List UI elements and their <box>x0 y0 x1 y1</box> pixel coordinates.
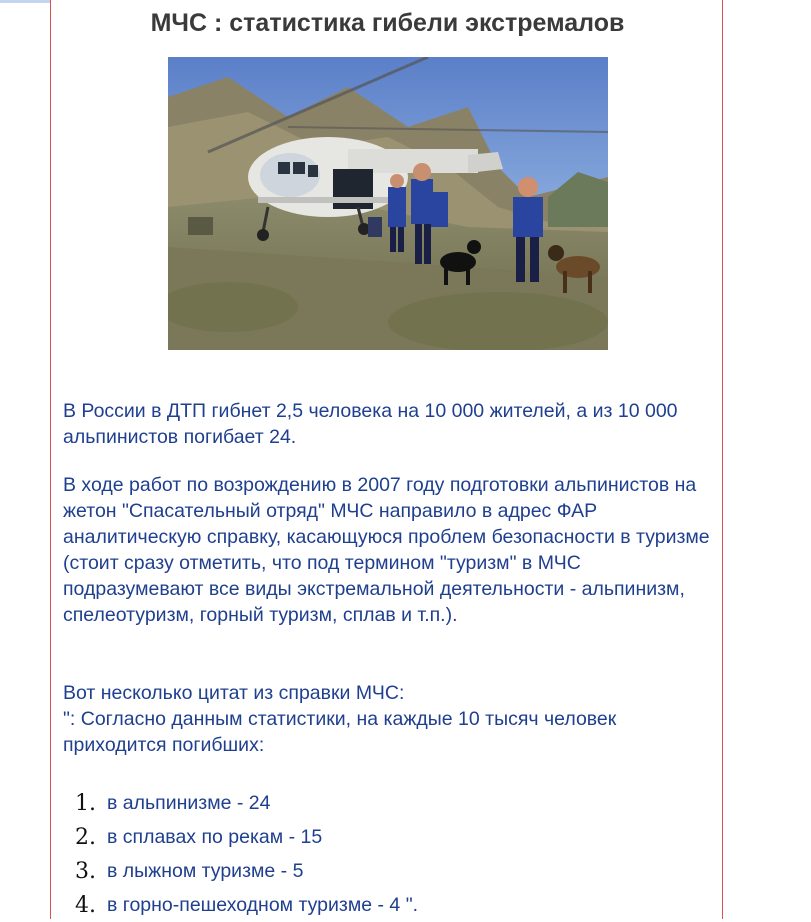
paragraph-mchs-report: В ходе работ по возрождению в 2007 году подготовки альпинистов на жетон "Спасательный отряд" МЧС направило в адрес ФАР аналитическую справку, касающуюся проблем безопасности в туризме (стоит сразу отметить, что под термином "туризм" в МЧС подразумевают все виды экстремальной деятельности - альпинизм, спелеотуризм, горный туризм, сплав и т.п.). <box>63 474 710 626</box>
list-text: в лыжном туризме - 5 <box>107 859 304 882</box>
list-text: в альпинизме - 24 <box>107 791 271 814</box>
list-item <box>75 820 418 854</box>
stats-list <box>75 786 418 922</box>
list-number: 4. <box>75 892 96 918</box>
quote-intro: Вот несколько цитат из справки МЧС: <box>63 682 405 704</box>
article-container <box>50 0 723 919</box>
list-text: в сплавах по рекам - 15 <box>107 825 323 848</box>
quote-block <box>63 680 713 758</box>
list-item <box>75 786 418 820</box>
list-number: 1. <box>75 790 96 816</box>
list-number: 2. <box>75 824 96 850</box>
top-left-bar <box>0 0 50 3</box>
paragraph-road-deaths: В России в ДТП гибнет 2,5 человека на 10 000 жителей, а из 10 000 альпинистов погибает 24. <box>63 400 678 448</box>
list-item <box>75 854 418 888</box>
list-item <box>75 888 418 922</box>
quote-start: ": Согласно данным статистики, на каждые 10 тысяч человек приходится погибших: <box>63 708 617 756</box>
list-text: в горно-пешеходном туризме - 4 ". <box>107 893 419 916</box>
list-number: 3. <box>75 858 96 884</box>
article-title: МЧС : статистика гибели экстремалов <box>150 9 625 37</box>
article-photo <box>168 57 608 350</box>
